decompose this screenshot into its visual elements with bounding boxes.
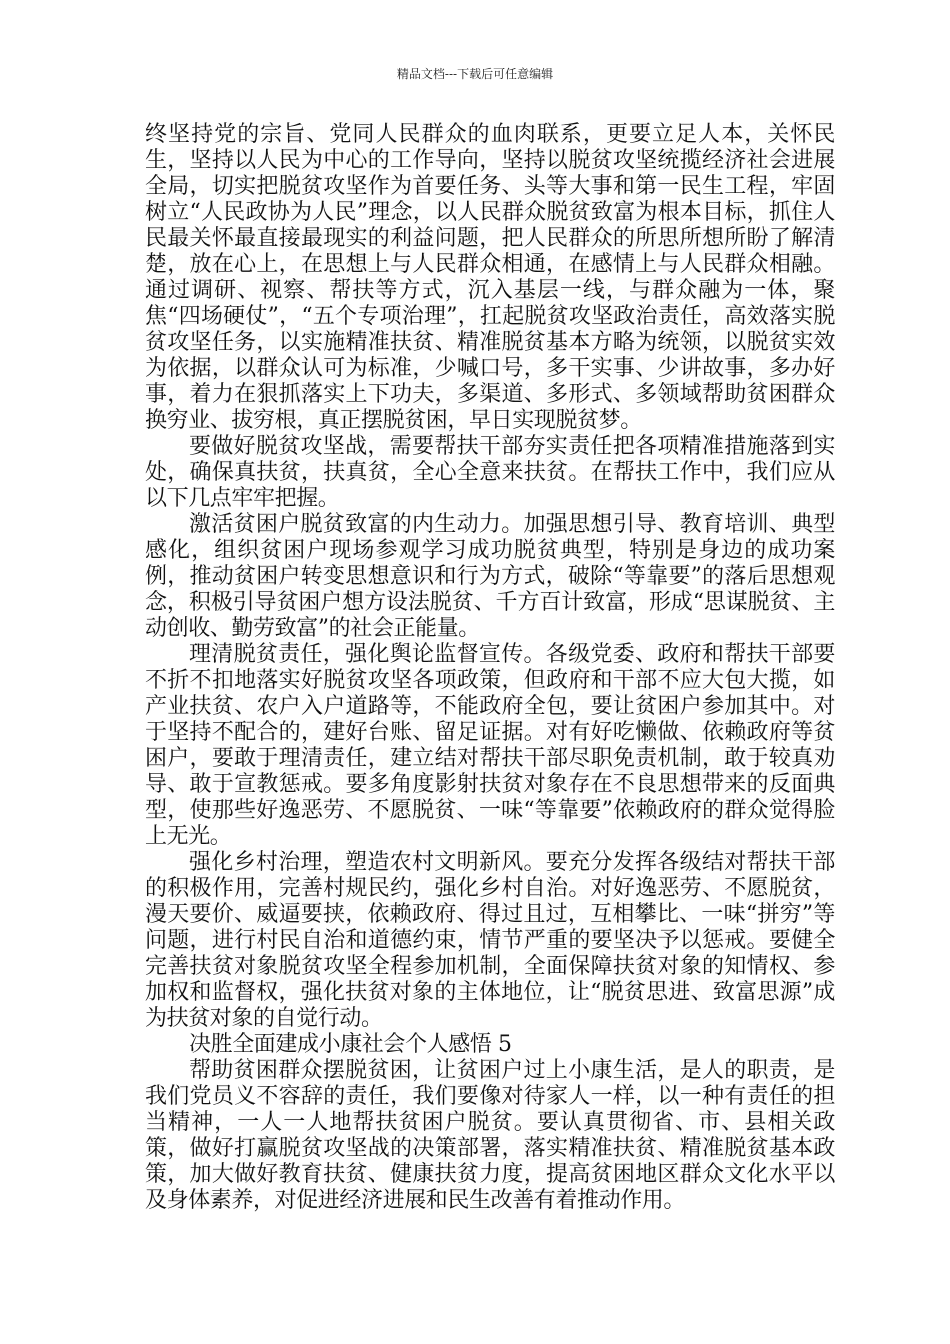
paragraph-4: 理清脱贫责任，强化舆论监督宣传。各级党委、政府和帮扶干部要不折不扣地落实好脱贫攻坚各项政策，但政府和干部不应大包大揽，如产业扶贫、农户入户道路等，不能政府全包，要让贫困户参加其中。对于坚持不配合的，建好台账、留足证据。对有好吃懒做、依赖政府等贫困户，要敢于理清责任，建立结对帮扶干部尽职免责机制，敢于较真劝导、敢于宣教惩戒。要多角度影射扶贫对象存在不良思想带来的反面典型，使那些好逸恶劳、不愿脱贫、一味“等靠要”依赖政府的群众觉得脸上无光。: [145, 642, 835, 849]
paragraph-6: 帮助贫困群众摆脱贫困，让贫困户过上小康生活，是人的职责，是我们党员义不容辞的责任，我们要像对待家人一样，以一种有责任的担当精神，一人一人地帮扶贫困户脱贫。要认真贯彻省、市、县相关政策，做好打赢脱贫攻坚战的决策部署，落实精准扶贫、精准脱贫基本政策，加大做好教育扶贫、健康扶贫力度，提高贫困地区群众文化水平以及身体素养，对促进经济进展和民生改善有着推动作用。: [145, 1058, 835, 1213]
paragraph-5: 强化乡村治理，塑造农村文明新风。要充分发挥各级结对帮扶干部的积极作用，完善村规民约，强化乡村自治。对好逸恶劳、不愿脱贫，漫天要价、威逼要挟，依赖政府、得过且过，互相攀比、一味“拼穷”等问题，进行村民自治和道德约束，情节严重的要坚决予以惩戒。要健全完善扶贫对象脱贫攻坚全程参加机制，全面保障扶贫对象的知情权、参加权和监督权，强化扶贫对象的主体地位，让“脱贫思进、致富思源”成为扶贫对象的自觉行动。: [145, 850, 835, 1031]
document-body: [145, 122, 835, 1214]
section-heading: 决胜全面建成小康社会个人感悟 5: [189, 1032, 512, 1057]
paragraph-3: 激活贫困户脱贫致富的内生动力。加强思想引导、教育培训、典型感化，组织贫困户现场参观学习成功脱贫典型，特别是身边的成功案例，推动贫困户转变思想意识和行为方式，破除“等靠要”的落后思想观念，积极引导贫困户想方设法脱贫、千方百计致富，形成“思谋脱贫、主动创收、勤劳致富”的社会正能量。: [145, 512, 835, 641]
paragraph-2: 要做好脱贫攻坚战，需要帮扶干部夯实责任把各项精准措施落到实处，确保真扶贫，扶真贫，全心全意来扶贫。在帮扶工作中，我们应从以下几点牢牢把握。: [145, 434, 835, 511]
page-header: 精品文档---下载后可任意编辑: [396, 67, 554, 81]
paragraph-1: 终坚持党的宗旨、党同人民群众的血肉联系，更要立足人本，关怀民生，坚持以人民为中心的工作导向，坚持以脱贫攻坚统揽经济社会进展全局，切实把脱贫攻坚作为首要任务、头等大事和第一民生工程，牢固树立“人民政协为人民”理念，以人民群众脱贫致富为根本目标，抓住人民最关怀最直接最现实的利益问题，把人民群众的所思所想所盼了解清楚，放在心上，在思想上与人民群众相通，在感情上与人民群众相融。通过调研、视察、帮扶等方式，沉入基层一线，与群众融为一体，聚焦“四场硬仗”，“五个专项治理”，扛起脱贫攻坚政治责任，高效落实脱贫攻坚任务，以实施精准扶贫、精准脱贫基本方略为统领，以脱贫实效为依据，以群众认可为标准，少喊口号，多干实事、少讲故事，多办好事，着力在狠抓落实上下功夫，多渠道、多形式、多领域帮助贫困群众换穷业、拔穷根，真正摆脱贫困，早日实现脱贫梦。: [145, 122, 835, 433]
